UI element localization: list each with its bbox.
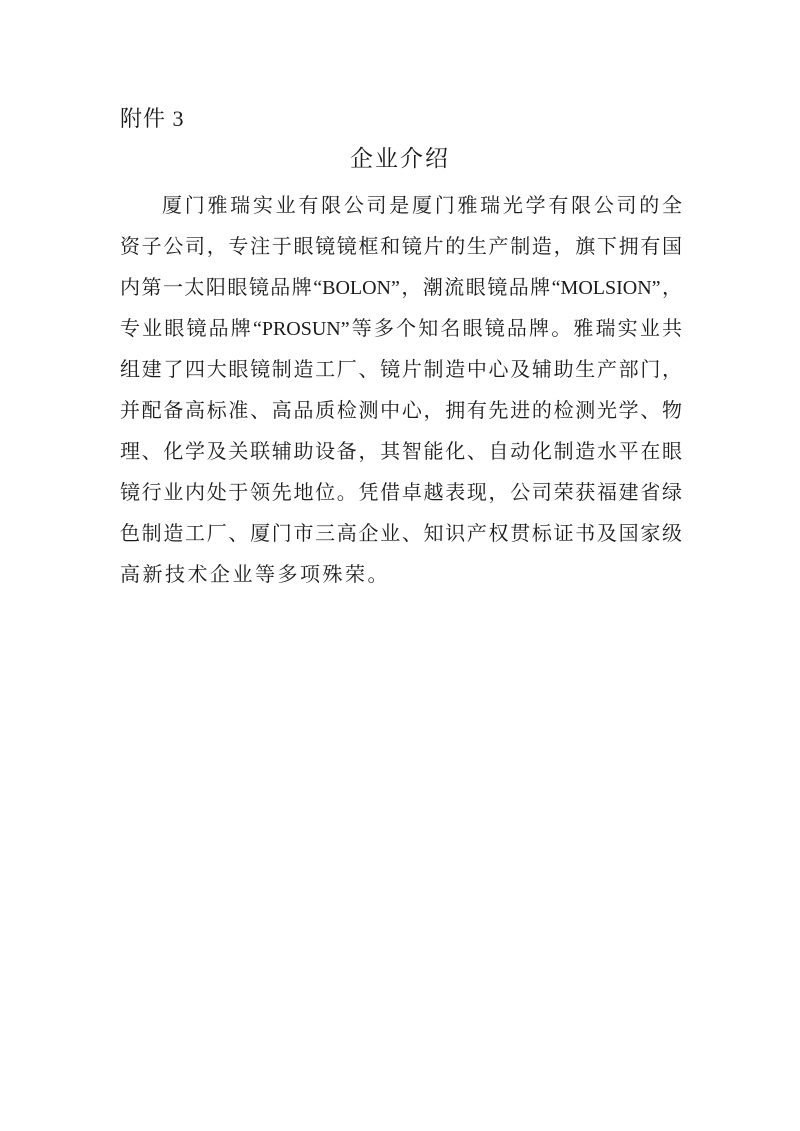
attachment-label: 附件 3	[120, 106, 185, 131]
paragraph-line: 组建了四大眼镜制造工厂、镜片制造中心及辅助生产部门，	[120, 359, 682, 381]
paragraph-line: 镜行业内处于领先地位。凭借卓越表现，公司荣获福建省绿	[120, 482, 682, 504]
paragraph-line: 高新技术企业等多项殊荣。	[120, 564, 390, 586]
paragraph-line: 并配备高标准、高品质检测中心，拥有先进的检测光学、物	[120, 400, 682, 422]
company-intro-paragraph	[120, 186, 682, 596]
paragraph-line: 内第一太阳眼镜品牌“BOLON”，潮流眼镜品牌“MOLSION”，	[120, 277, 682, 299]
paragraph-line: 专业眼镜品牌“PROSUN”等多个知名眼镜品牌。雅瑞实业共	[120, 318, 682, 340]
paragraph-line: 资子公司，专注于眼镜镜框和镜片的生产制造，旗下拥有国	[120, 236, 682, 258]
paragraph-line: 色制造工厂、厦门市三高企业、知识产权贯标证书及国家级	[120, 523, 682, 545]
page-title: 企业介绍	[350, 146, 450, 171]
paragraph-line: 理、化学及关联辅助设备，其智能化、自动化制造水平在眼	[120, 441, 682, 463]
paragraph-line: 厦门雅瑞实业有限公司是厦门雅瑞光学有限公司的全	[162, 195, 682, 217]
